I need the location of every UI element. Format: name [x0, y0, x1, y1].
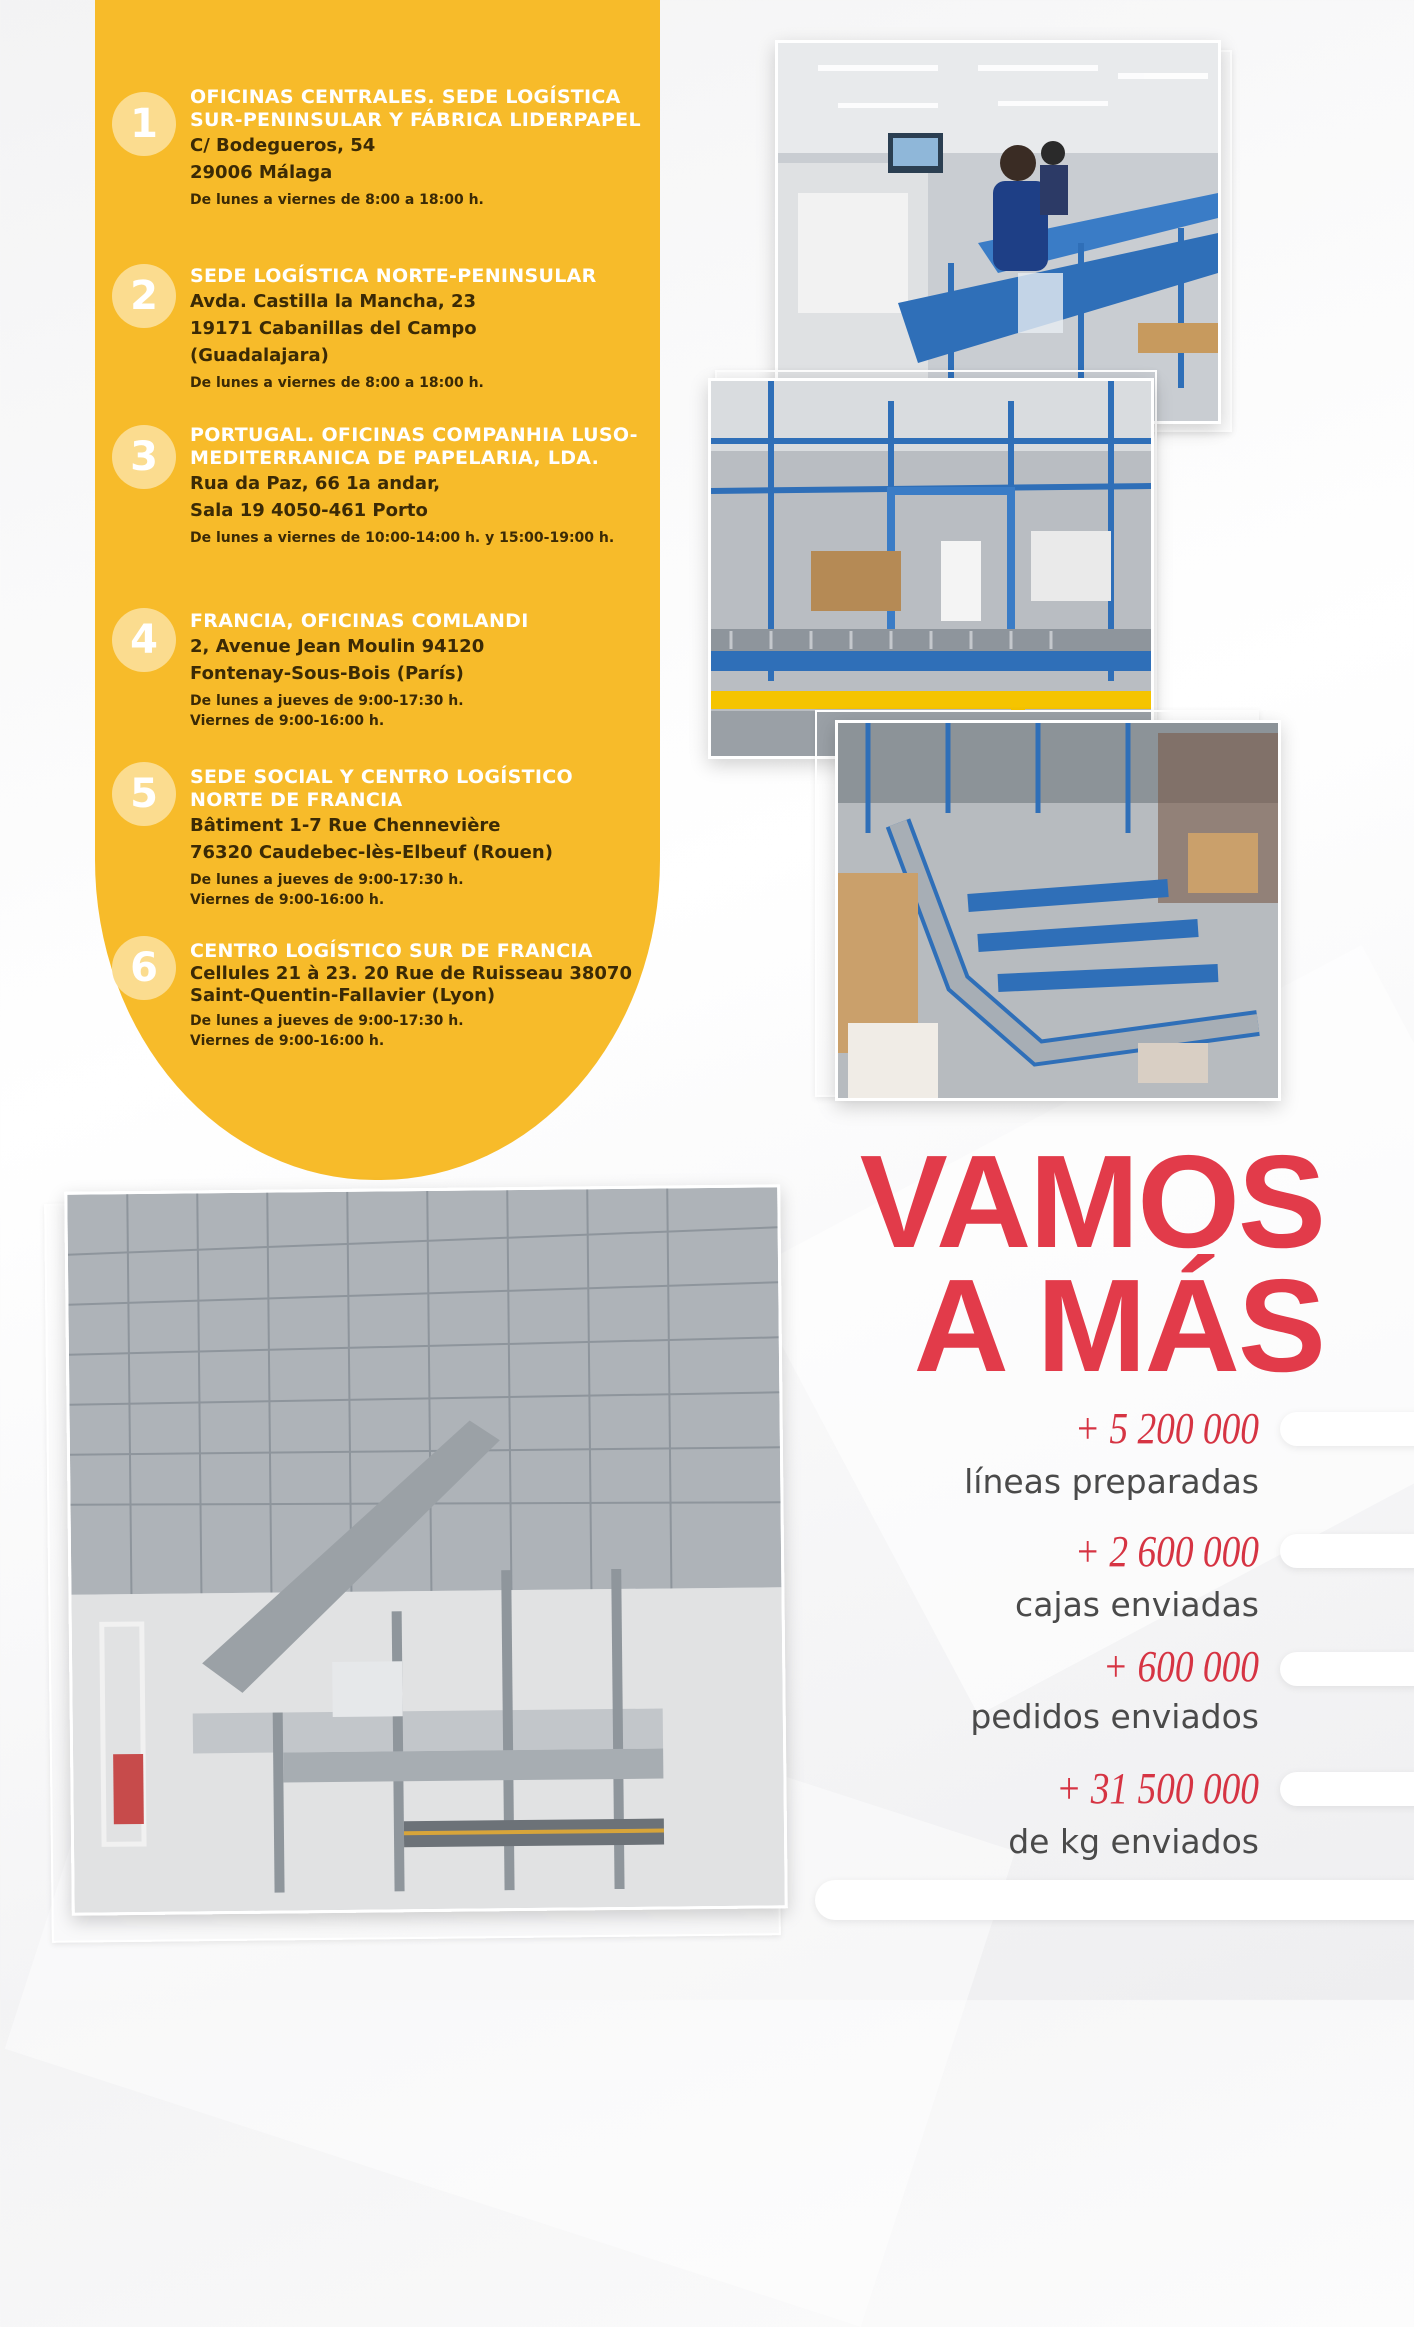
- location-item: [190, 86, 650, 210]
- headline-line: VAMOS: [859, 1128, 1324, 1275]
- decorative-pill: [1280, 1412, 1414, 1446]
- location-address: Sala 19 4050-461 Porto: [190, 500, 428, 521]
- location-item: [190, 265, 650, 393]
- headline: [804, 1128, 1324, 1399]
- location-address: Bâtiment 1-7 Rue Chennevière: [190, 815, 501, 836]
- location-address: 2, Avenue Jean Moulin 94120: [190, 636, 485, 657]
- stat-label: pedidos enviados: [970, 1697, 1259, 1736]
- location-hours: De lunes a viernes de 8:00 a 18:00 h.: [190, 375, 484, 391]
- headline-line: A MÁS: [913, 1252, 1324, 1399]
- location-address: C/ Bodegueros, 54: [190, 135, 376, 156]
- location-item: [190, 610, 650, 731]
- location-hours: De lunes a viernes de 8:00 a 18:00 h.: [190, 192, 484, 208]
- location-hours: Viernes de 9:00-16:00 h.: [190, 713, 385, 729]
- location-title: SEDE LOGÍSTICA NORTE-PENINSULAR: [190, 265, 597, 287]
- location-title: PORTUGAL. OFICINAS COMPANHIA LUSO-MEDITERRANICA DE PAPELARIA, LDA.: [190, 424, 638, 469]
- location-number-badge: 2: [112, 264, 176, 328]
- stat-label: líneas preparadas: [964, 1462, 1259, 1501]
- location-item: [190, 940, 650, 1051]
- location-address: 29006 Málaga: [190, 162, 333, 183]
- location-address: Rua da Paz, 66 1a andar,: [190, 473, 441, 494]
- decorative-pill: [815, 1880, 1414, 1920]
- stat-value: + 5 200 000: [1074, 1404, 1259, 1453]
- location-address: Saint-Quentin-Fallavier (Lyon): [190, 985, 496, 1006]
- location-title: CENTRO LOGÍSTICO SUR DE FRANCIA: [190, 940, 593, 962]
- location-title: FRANCIA, OFICINAS COMLANDI: [190, 610, 529, 632]
- location-address: 19171 Cabanillas del Campo: [190, 318, 477, 339]
- location-hours: De lunes a jueves de 9:00-17:30 h.: [190, 872, 464, 888]
- location-address: (Guadalajara): [190, 345, 329, 366]
- warehouse-workers-photo: [775, 40, 1221, 424]
- location-address: Cellules 21 à 23. 20 Rue de Ruisseau 38070: [190, 963, 632, 984]
- location-hours: Viernes de 9:00-16:00 h.: [190, 1033, 385, 1049]
- location-address: Fontenay-Sous-Bois (París): [190, 663, 464, 684]
- decorative-pill: [1280, 1534, 1414, 1568]
- location-hours: De lunes a jueves de 9:00-17:30 h.: [190, 1013, 464, 1029]
- automated-storage-photo: [64, 1184, 788, 1915]
- location-address: 76320 Caudebec-lès-Elbeuf (Rouen): [190, 842, 553, 863]
- location-number-badge: 6: [112, 936, 176, 1000]
- decorative-pill: [1280, 1652, 1414, 1686]
- location-hours: De lunes a viernes de 10:00-14:00 h. y 15:00-19:00 h.: [190, 530, 615, 546]
- stat-value: + 600 000: [1102, 1642, 1259, 1691]
- location-address: Avda. Castilla la Mancha, 23: [190, 291, 476, 312]
- location-hours: Viernes de 9:00-16:00 h.: [190, 892, 385, 908]
- location-number-badge: 1: [112, 92, 176, 156]
- stat-value: + 2 600 000: [1074, 1527, 1259, 1576]
- location-item: [190, 424, 650, 548]
- location-number-badge: 3: [112, 425, 176, 489]
- location-number-badge: 5: [112, 762, 176, 826]
- location-title: OFICINAS CENTRALES. SEDE LOGÍSTICA SUR-PENINSULAR Y FÁBRICA LIDERPAPEL: [190, 86, 641, 131]
- location-title: SEDE SOCIAL Y CENTRO LOGÍSTICO NORTE DE FRANCIA: [190, 766, 573, 811]
- conveyor-hall-photo: [708, 378, 1154, 759]
- stat-value: + 31 500 000: [1056, 1764, 1259, 1813]
- stat-label: de kg enviados: [1008, 1822, 1259, 1861]
- decorative-pill: [1280, 1772, 1414, 1806]
- location-number-badge: 4: [112, 608, 176, 672]
- winding-conveyors-photo: [835, 720, 1281, 1101]
- stat-label: cajas enviadas: [1015, 1585, 1259, 1624]
- location-item: [190, 766, 650, 910]
- location-hours: De lunes a jueves de 9:00-17:30 h.: [190, 693, 464, 709]
